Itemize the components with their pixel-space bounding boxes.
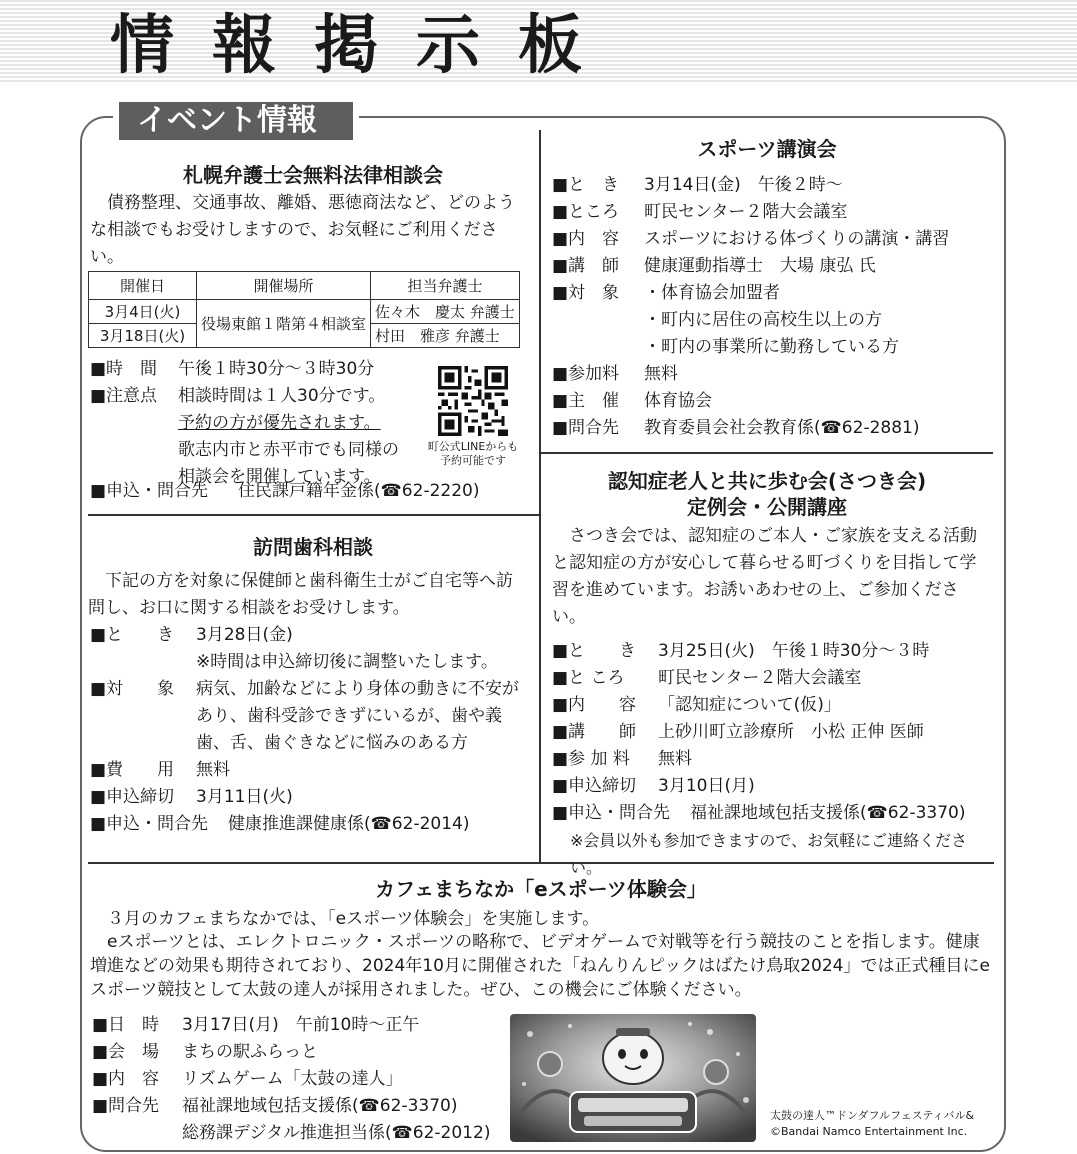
- dental-when-label: ■と き: [90, 625, 175, 645]
- cafe-item-value: まちの駅ふらっと: [182, 1042, 318, 1062]
- dementia-item-value: 「認知症について(仮)」: [658, 695, 841, 715]
- sports-item-label: ■と き: [552, 175, 620, 195]
- legal-time-label: ■時 間: [90, 359, 158, 379]
- table-header-date: 開催日: [89, 272, 197, 300]
- dementia-item-value: 無料: [658, 749, 692, 769]
- dementia-title-2: 定例会・公開講座: [687, 495, 847, 519]
- dementia-item-value: 町民センター２階大会議室: [658, 668, 862, 688]
- cafe-item-label: ■日 時: [92, 1015, 160, 1035]
- sports-item-value: 町民センター２階大会議室: [644, 202, 848, 222]
- dental-title: 訪問歯科相談: [253, 535, 373, 559]
- dental-target-value: 病気、加齢などにより身体の動きに不安があり、歯科受診できずにいるが、歯や義歯、舌、歯ぐきなどに悩みのある方: [196, 679, 519, 753]
- sports-item-label: ■問合先: [552, 418, 620, 438]
- spacer: [92, 1120, 182, 1147]
- dental-fee-value: 無料: [196, 760, 230, 780]
- dementia-item-value: 3月10日(月): [658, 776, 755, 796]
- table-header-venue: 開催場所: [197, 272, 371, 300]
- taiko-game-image: [510, 1014, 756, 1142]
- legal-note-3: 歌志内市と赤平市でも同様の: [178, 440, 399, 460]
- sports-target-item: ・体育協会加盟者: [644, 283, 780, 303]
- image-credit: [770, 1108, 974, 1140]
- cafe-item-value: リズムゲーム「太鼓の達人」: [182, 1069, 403, 1089]
- dementia-note: ※会員以外も参加できますので、お気軽にご連絡ください。: [570, 831, 968, 877]
- dental-details: [90, 622, 530, 838]
- dental-contact-value: 健康推進課健康係(☎62-2014): [228, 814, 470, 834]
- sports-item-label: ■講 師: [552, 256, 620, 276]
- dental-contact-label: ■申込・問合先: [90, 814, 209, 834]
- legal-description: 債務整理、交通事故、離婚、悪徳商法など、どのような相談でもお受けしますので、お気軽にご利用ください。: [90, 193, 515, 267]
- sports-item-label: ■ところ: [552, 202, 620, 222]
- cafe-item-label: ■会 場: [92, 1042, 160, 1062]
- table-cell-lawyer: 村田 雅彦 弁護士: [371, 324, 520, 348]
- sports-target-item: ・町内の事業所に勤務している方: [644, 337, 899, 357]
- image-credit-line-2: ©Bandai Namco Entertainment Inc.: [770, 1125, 968, 1138]
- table-cell-venue: 役場東館１階第４相談室: [197, 300, 371, 348]
- legal-notes-label: ■注意点: [90, 386, 158, 406]
- dental-when-value: 3月28日(金): [196, 625, 293, 645]
- dental-deadline-value: 3月11日(火): [196, 787, 293, 807]
- sports-item-value: 教育委員会社会教育係(☎62-2881): [644, 418, 920, 438]
- qr-caption: [418, 440, 528, 468]
- legal-title: 札幌弁護士会無料法律相談会: [183, 163, 443, 187]
- cafe-item-value: 3月17日(月) 午前10時～正午: [182, 1015, 420, 1035]
- legal-contact-label: ■申込・問合先: [90, 481, 209, 501]
- dementia-item-label: ■と き: [552, 641, 637, 661]
- legal-time-value: 午後１時30分～３時30分: [178, 359, 375, 379]
- cafe-contact-2: 総務課デジタル推進担当係(☎62-2012): [182, 1123, 491, 1143]
- sports-item-value: 健康運動指導士 大場 康弘 氏: [644, 256, 876, 276]
- legal-note-2: 予約の方が優先されます。: [178, 413, 381, 433]
- dementia-description: さつき会では、認知症のご本人・ご家族を支える活動と認知症の方が安心して暮らせる町づくりを目指して学習を進めています。お誘いあわせの上、ご参加ください。: [552, 526, 977, 627]
- lawyer-schedule-table: [88, 271, 520, 348]
- qr-caption-line-2: 予約可能です: [440, 454, 506, 467]
- dementia-details: [552, 638, 992, 881]
- cafe-title: カフェまちなか「eスポーツ体験会」: [375, 877, 707, 901]
- legal-details: [90, 356, 420, 491]
- dental-fee-label: ■費 用: [90, 760, 175, 780]
- spacer: [90, 649, 196, 676]
- sports-item-value: 無料: [644, 364, 678, 384]
- sports-target-item: ・町内に居住の高校生以上の方: [644, 310, 882, 330]
- table-header-lawyer: 担当弁護士: [371, 272, 520, 300]
- dementia-item-label: ■内 容: [552, 695, 637, 715]
- sports-item-label: ■主 催: [552, 391, 620, 411]
- page-title: 情報掲示板: [110, 9, 620, 83]
- dementia-item-label: ■申込締切: [552, 776, 637, 796]
- dementia-item-label: ■申込・問合先: [552, 803, 671, 823]
- sports-item-value: スポーツにおける体づくりの講演・講習: [644, 229, 950, 249]
- cafe-para-1: ３月のカフェまちなかでは、「eスポーツ体験会」を実施します。: [107, 909, 600, 929]
- table-cell-date: 3月18日(火): [89, 324, 197, 348]
- table-cell-lawyer: 佐々木 慶太 弁護士: [371, 300, 520, 324]
- dental-target-label: ■対 象: [90, 679, 175, 699]
- cafe-item-label: ■問合先: [92, 1096, 160, 1116]
- legal-contact: [90, 478, 536, 505]
- sports-item-value: 3月14日(金) 午後２時～: [644, 175, 843, 195]
- legal-contact-value: 住民課戸籍年金係(☎62-2220): [238, 481, 480, 501]
- dementia-title-1: 認知症老人と共に歩む会(さつき会): [607, 469, 927, 493]
- cafe-item-label: ■内 容: [92, 1069, 160, 1089]
- sports-details: [552, 172, 992, 442]
- section-tab: [113, 98, 359, 144]
- dementia-item-value: 上砂川町立診療所 小松 正伸 医師: [658, 722, 924, 742]
- dental-when-note: ※時間は申込締切後に調整いたします。: [196, 652, 498, 672]
- table-cell-date: 3月4日(火): [89, 300, 197, 324]
- sports-target-label: ■対 象: [552, 283, 620, 303]
- cafe-item-value: 福祉課地域包括支援係(☎62-3370): [182, 1096, 458, 1116]
- qr-code-icon[interactable]: [438, 366, 508, 436]
- section-tab-label: イベント情報: [119, 102, 353, 140]
- legal-note-1: 相談時間は１人30分です。: [178, 386, 386, 406]
- divider-left-1: [88, 514, 539, 516]
- dementia-item-label: ■参 加 料: [552, 749, 630, 769]
- divider-right-1: [541, 452, 993, 454]
- image-credit-line-1: 太鼓の達人™ドンダフルフェスティバル&: [770, 1109, 975, 1122]
- dental-description: 下記の方を対象に保健師と歯科衛生士がご自宅等へ訪問し、お口に関する相談をお受けします。: [88, 571, 513, 618]
- dementia-item-label: ■講 師: [552, 722, 637, 742]
- dementia-item-label: ■と ころ: [552, 668, 625, 688]
- sports-title: スポーツ講演会: [697, 137, 837, 161]
- legal-note-4: 相談会を開催しています。: [178, 467, 381, 487]
- sports-item-value: 体育協会: [644, 391, 712, 411]
- dementia-item-value: 福祉課地域包括支援係(☎62-3370): [690, 803, 966, 823]
- cafe-details: [92, 1012, 504, 1147]
- dementia-item-value: 3月25日(火) 午後１時30分～３時: [658, 641, 930, 661]
- sports-item-label: ■内 容: [552, 229, 620, 249]
- cafe-para-2: eスポーツとは、エレクトロニック・スポーツの略称で、ビデオゲームで対戦等を行う競技のことを指します。健康増進などの効果も期待されており、2024年10月に開催された「ねんりんピックはばたけ鳥取2024」では正式種目にeスポーツ競技として太鼓の達人が採用されました。ぜひ、この機会にご体験ください。: [90, 932, 990, 1000]
- qr-caption-line-1: 町公式LINEからも: [427, 440, 519, 453]
- dental-deadline-label: ■申込締切: [90, 787, 175, 807]
- sports-item-label: ■参加料: [552, 364, 620, 384]
- table-row: [89, 300, 520, 324]
